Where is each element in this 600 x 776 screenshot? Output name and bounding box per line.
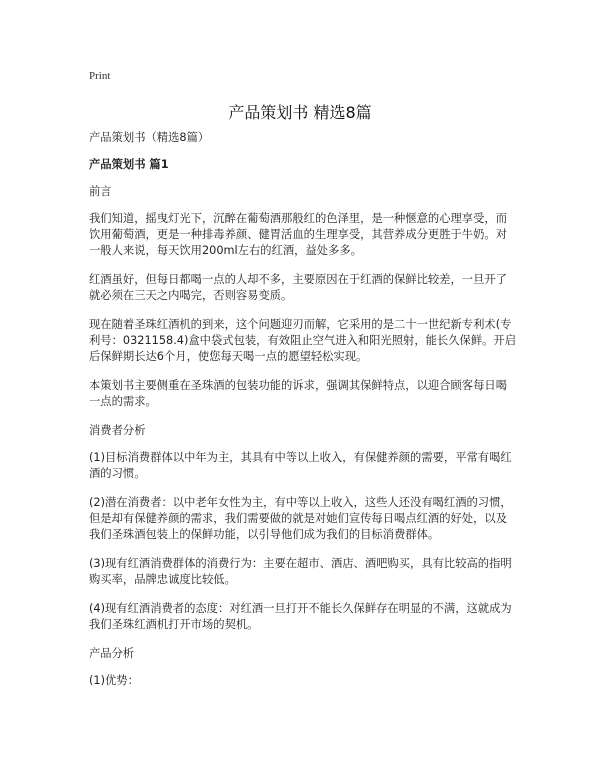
preface-heading: 前言 (89, 185, 112, 198)
paragraph: 本策划书主要侧重在圣珠酒的包装功能的诉求，强调其保鲜特点，以迎合顾客每日喝一点的需求。 (89, 379, 507, 408)
print-label: Print (89, 70, 111, 82)
paragraph: (2)潜在消费者：以中老年女性为主，有中等以上收入，这些人还没有喝红酒的习惯，但是却有保健养颜的需求，我们需要做的就是对她们宣传每日喝点红酒的好处，以及我们圣珠酒包装上的保鲜功能，以引导他们成为我们的目标消费群体。 (89, 496, 512, 541)
product-analysis-heading: 产品分析 (89, 647, 135, 660)
paragraph: 我们知道，摇曳灯光下，沉醉在葡萄酒那般红的色泽里，是一种惬意的心理享受，而饮用葡萄酒，更是一种排毒养颜、健胃活血的生理享受，其营养成分更胜于牛奶。对一般人来说，每天饮用200ml左右的红酒，益处多多。 (89, 212, 507, 257)
document-title: 产品策划书 精选8篇 (228, 103, 372, 122)
consumer-analysis-heading: 消费者分析 (89, 424, 146, 437)
document-body (89, 130, 517, 700)
advantage-heading: (1)优势： (89, 674, 139, 687)
paragraph: 红酒虽好，但每日都喝一点的人却不多，主要原因在于红酒的保鲜比较差，一旦开了就必须在三天之内喝完，否则容易变质。 (89, 273, 507, 302)
paragraph: (3)现有红酒消费群体的消费行为：主要在超市、酒店、酒吧购买，具有比较高的指明购买率，品牌忠诚度比较低。 (89, 557, 512, 586)
document-subtitle: 产品策划书（精选8篇） (89, 131, 210, 144)
paragraph: (1)目标消费群体以中年为主，其具有中等以上收入，有保健养颜的需要，平常有喝红酒的习惯。 (89, 451, 512, 480)
section-heading: 产品策划书 篇1 (89, 158, 169, 171)
paragraph: (4)现有红酒消费者的态度：对红酒一旦打开不能长久保鲜存在明显的不满，这就成为我们圣珠红酒机打开市场的契机。 (89, 602, 512, 631)
paragraph: 现在随着圣珠红酒机的到来，这个问题迎刃而解，它采用的是二十一世纪新专利术(专利号：0321158.4)盒中袋式包装，有效阻止空气进入和阳光照射，能长久保鲜。开启后保鲜期长达6个月，使您每天喝一点的愿望轻松实现。 (89, 318, 517, 363)
